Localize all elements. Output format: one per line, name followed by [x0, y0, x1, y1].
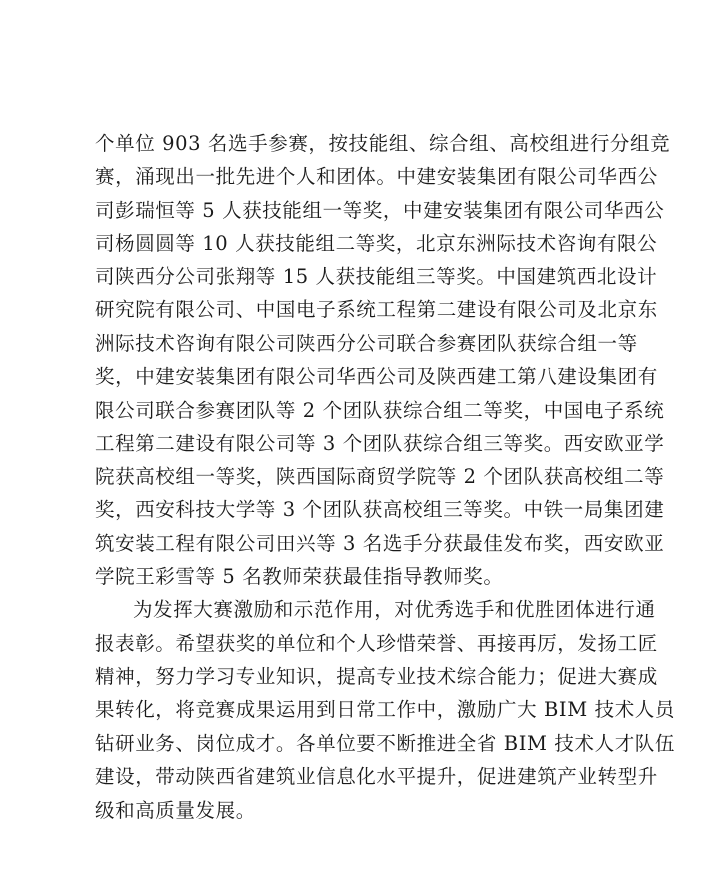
text-line: 为发挥大赛激励和示范作用，对优秀选手和优胜团体进行通: [133, 598, 656, 621]
text-line: 赛，涌现出一批先进个人和团体。中建安装集团有限公司华西公: [95, 165, 658, 188]
text-line: 学院王彩雪等 5 名教师荣获最佳指导教师奖。: [95, 565, 504, 588]
text-line: 司彭瑞恒等 5 人获技能组一等奖，中建安装集团有限公司华西公: [95, 199, 665, 222]
text-line: 工程第二建设有限公司等 3 个团队获综合组三等奖。西安欧亚学: [95, 432, 665, 455]
text-line: 个单位 903 名选手参赛，按技能组、综合组、高校组进行分组竞: [95, 132, 671, 155]
text-line: 司杨圆圆等 10 人获技能组二等奖，北京东洲际技术咨询有限公: [95, 232, 658, 255]
text-line: 限公司联合参赛团队等 2 个团队获综合组二等奖，中国电子系统: [95, 399, 665, 422]
text-line: 奖，中建安装集团有限公司华西公司及陕西建工第八建设集团有: [95, 365, 658, 388]
text-line: 建设，带动陕西省建筑业信息化水平提升，促进建筑产业转型升: [95, 765, 658, 788]
text-line: 报表彰。希望获奖的单位和个人珍惜荣誉、再接再厉，发扬工匠: [95, 632, 658, 655]
text-line: 筑安装工程有限公司田兴等 3 名选手分获最佳发布奖，西安欧亚: [95, 532, 665, 555]
text-line: 钻研业务、岗位成才。各单位要不断推进全省 BIM 技术人才队伍: [95, 732, 675, 755]
text-line: 司陕西分公司张翔等 15 人获技能组三等奖。中国建筑西北设计: [95, 265, 658, 288]
text-line: 果转化，将竞赛成果运用到日常工作中，激励广大 BIM 技术人员: [95, 698, 675, 721]
text-line: 级和高质量发展。: [95, 799, 256, 822]
text-line: 奖，西安科技大学等 3 个团队获高校组三等奖。中铁一局集团建: [95, 498, 665, 521]
text-line: 精神，努力学习专业知识，提高专业技术综合能力；促进大赛成: [95, 665, 658, 688]
text-line: 洲际技术咨询有限公司陕西分公司联合参赛团队获综合组一等: [95, 332, 638, 355]
text-line: 研究院有限公司、中国电子系统工程第二建设有限公司及北京东: [95, 298, 658, 321]
text-line: 院获高校组一等奖，陕西国际商贸学院等 2 个团队获高校组二等: [95, 465, 665, 488]
